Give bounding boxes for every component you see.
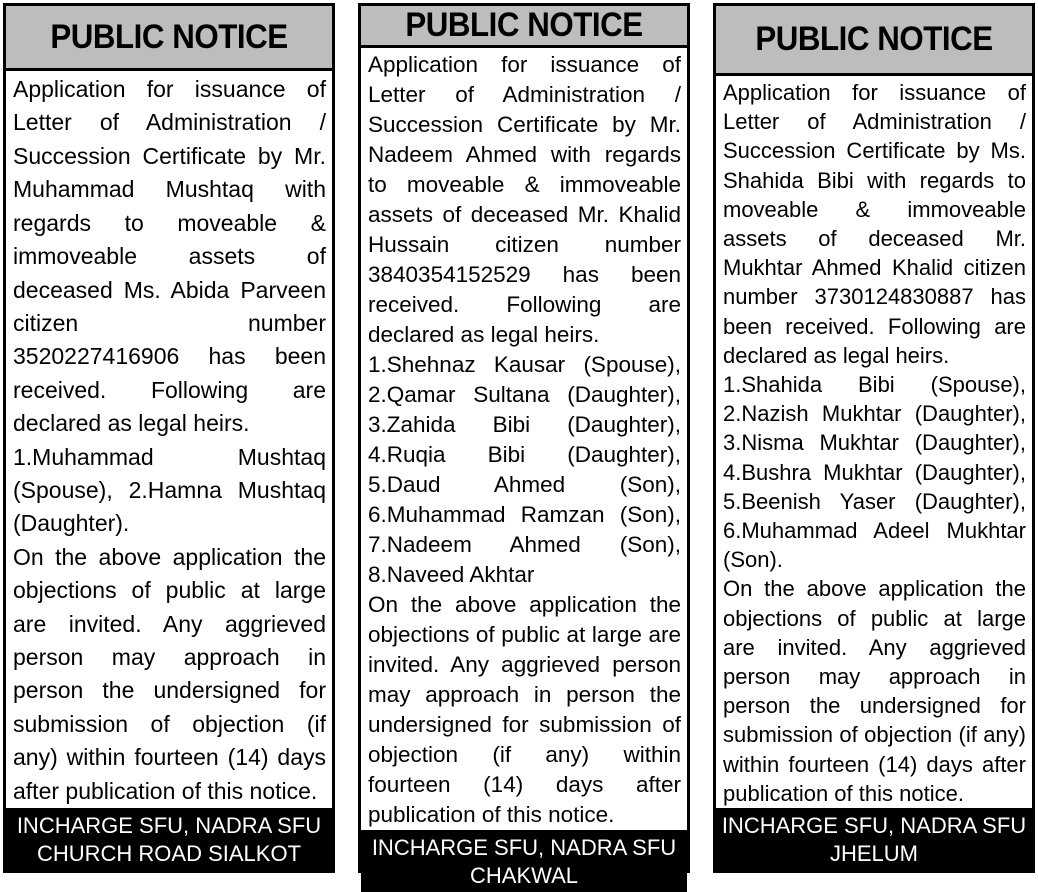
notice-body [361,48,687,830]
legal-heirs-paragraph: 1.Muhammad Mushtaq (Spouse), 2.Hamna Mushtaq (Daughter). [13,443,326,537]
legal-heirs-paragraph: 1.Shahida Bibi (Spouse), 2.Nazish Mukhtar (Daughter), 3.Nisma Mukhtar (Daughter), 4.Bushra Mukhtar (Daughter), 5.Beenish Yaser (Daughter), 6.Muhammad Adeel Mukhtar (Son). [723,371,1026,573]
public-notice-sialkot [3,3,335,873]
notice-title: PUBLIC NOTICE [6,6,332,71]
application-paragraph: Application for issuance of Letter of Administration / Succession Certificate by Ms. Shahida Bibi with regards to moveable & immoveable assets of deceased Mr. Mukhtar Ahmed Khalid citizen number 3730124830887 has been received. Following are declared as legal heirs. [723,79,1026,368]
notice-title: PUBLIC NOTICE [361,6,687,48]
application-paragraph: Application for issuance of Letter of Administration / Succession Certificate by Mr. Muhammad Mushtaq with regards to moveable & immoveable assets of deceased Ms. Abida Parveen citizen number 3520227416906 has been received. Following are declared as legal heirs. [13,76,326,437]
objection-paragraph: On the above application the objections of public at large are invited. Any aggrieved person may approach in person the undersigned for submission of objection (if any) within fourteen (14) days after publication of this notice. [13,543,326,804]
objection-paragraph: On the above application the objections of public at large are invited. Any aggrieved person may approach in person the undersigned for submission of objection (if any) within fourteen (14) days after publication of this notice. [368,592,681,827]
footer-line-2: JHELUM [829,841,918,866]
footer-line-1: INCHARGE SFU, NADRA SFU [721,813,1027,838]
public-notice-jhelum [713,3,1035,873]
footer-line-1: INCHARGE SFU, NADRA SFU [371,835,677,860]
notice-body [716,76,1032,808]
notice-body [6,71,332,808]
notice-footer [361,830,687,892]
footer-line-2: CHURCH ROAD SIALKOT [36,841,302,866]
legal-heirs-paragraph: 1.Shehnaz Kausar (Spouse), 2.Qamar Sultana (Daughter), 3.Zahida Bibi (Daughter), 4.Ruqia Bibi (Daughter), 5.Daud Ahmed (Son), 6.Muhammad Ramzan (Son), 7.Nadeem Ahmed (Son), 8.Naveed Akhtar [368,352,681,587]
notice-title: PUBLIC NOTICE [716,6,1032,76]
public-notice-chakwal [358,3,690,888]
notice-footer [716,808,1032,870]
objection-paragraph: On the above application the objections of public at large are invited. Any aggrieved person may approach in person the undersigned for submission of objection (if any) within fourteen (14) days after publication of this notice. [723,576,1026,806]
footer-line-2: CHAKWAL [470,863,578,888]
notice-footer [6,808,332,870]
footer-line-1: INCHARGE SFU, NADRA SFU [16,813,322,838]
application-paragraph: Application for issuance of Letter of Administration / Succession Certificate by Mr. Nadeem Ahmed with regards to moveable & immoveable assets of deceased Mr. Khalid Hussain citizen number 3840354152529 has been received. Following are declared as legal heirs. [368,52,681,347]
